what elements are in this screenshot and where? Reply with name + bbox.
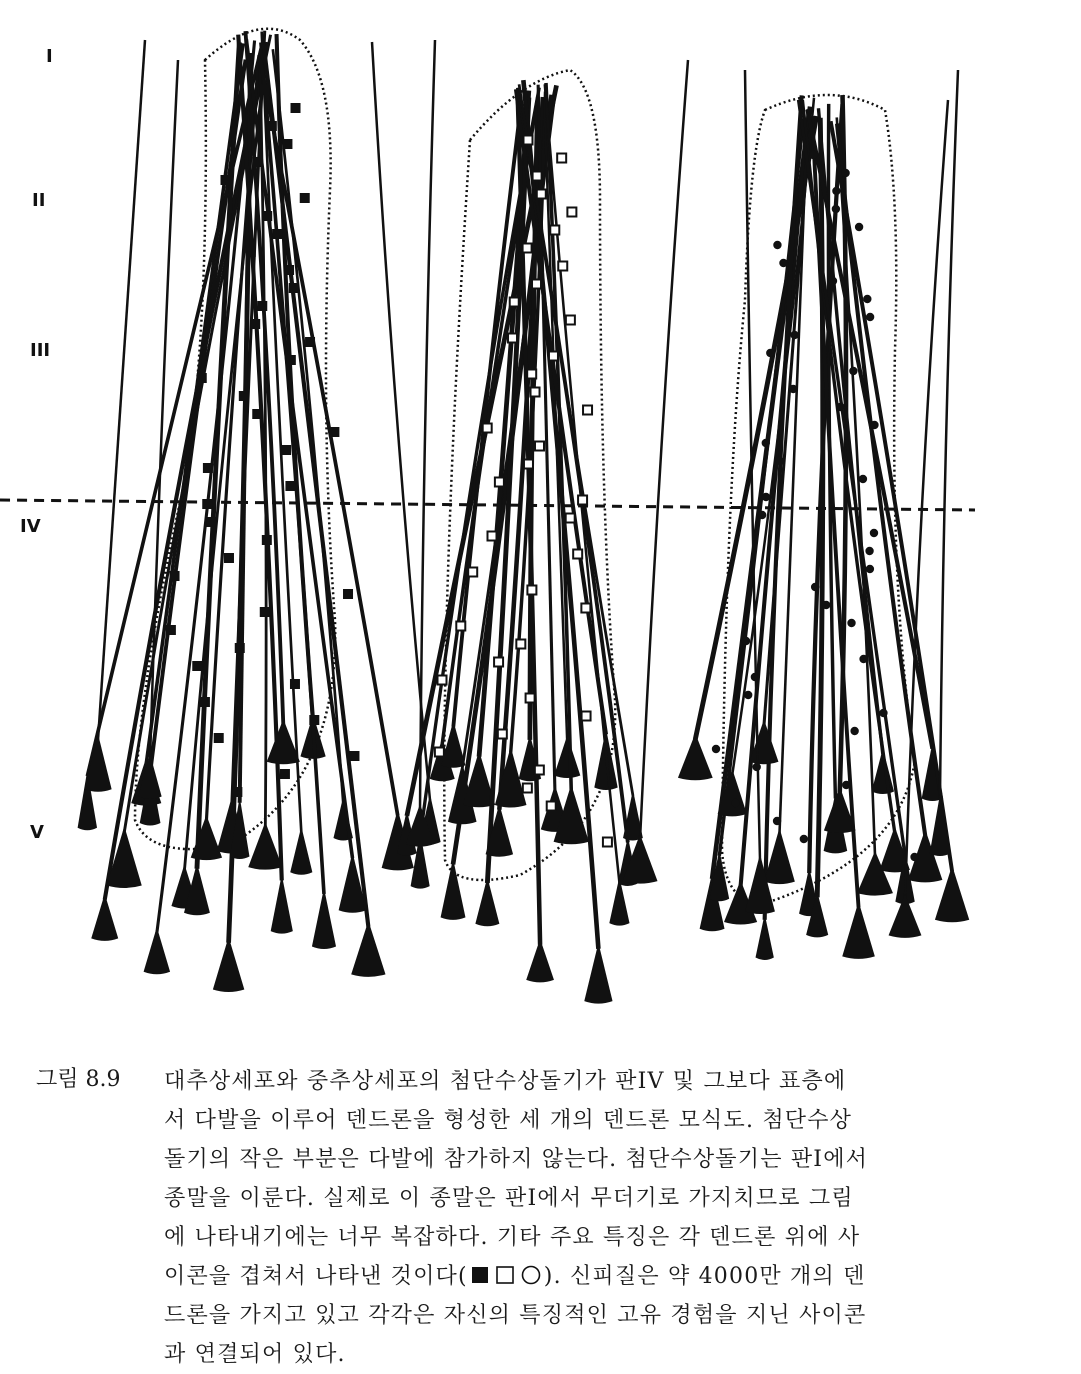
dendron-1-neuron-soma: [290, 826, 312, 874]
layer-label-i: I: [46, 46, 53, 67]
psychon-dot: [859, 655, 867, 663]
psychon-open-square: [508, 334, 517, 343]
psychon-filled-square: [280, 769, 290, 779]
psychon-dot: [744, 691, 752, 699]
dendron-2-neuron-soma: [475, 877, 499, 926]
open-circle-symbol: [520, 1265, 542, 1285]
psychon-open-square: [510, 298, 519, 307]
psychon-filled-square: [203, 463, 213, 473]
psychon-filled-square: [286, 355, 296, 365]
dendron-1-neuron-soma: [144, 927, 170, 974]
psychon-open-square: [533, 172, 542, 181]
caption-line: 서 다발을 이루어 덴드론을 형성한 세 개의 덴드론 모식도. 첨단수상: [164, 1108, 853, 1133]
caption-line: 에 나타내기에는 너무 복잡하다. 기타 주요 특징은 각 덴드론 위에 사: [164, 1225, 861, 1250]
psychon-dot: [712, 745, 720, 753]
psychon-dot: [762, 493, 770, 501]
psychon-open-square: [549, 352, 558, 361]
psychon-dot: [842, 781, 850, 789]
psychon-dot: [866, 313, 874, 321]
psychon-filled-square: [192, 661, 202, 671]
open-square-symbol: [494, 1265, 516, 1285]
psychon-filled-square: [272, 229, 282, 239]
dendron-1-neuron-soma: [91, 894, 118, 941]
psychon-open-square: [494, 658, 503, 667]
psychon-filled-square: [235, 643, 245, 653]
filled-square-symbol: [470, 1265, 490, 1285]
psychon-dot: [742, 637, 750, 645]
psychon-open-square: [603, 838, 612, 847]
psychon-open-square: [468, 568, 477, 577]
psychon-dot: [850, 727, 858, 735]
psychon-filled-square: [224, 553, 234, 563]
psychon-open-square: [526, 694, 535, 703]
caption-line: [164, 1257, 1044, 1296]
psychon-dot: [758, 511, 766, 519]
caption-line: 과 연결되어 있다.: [164, 1342, 346, 1367]
psychon-filled-square: [252, 157, 262, 167]
psychon-open-square: [516, 640, 525, 649]
solitary-neuron-soma: [930, 794, 951, 856]
layer-label-v: V: [30, 822, 44, 843]
psychon-filled-square: [166, 625, 176, 635]
psychon-dot: [832, 205, 840, 213]
psychon-dot: [829, 277, 837, 285]
psychon-dot: [870, 421, 878, 429]
psychon-dot: [859, 475, 867, 483]
psychon-filled-square: [285, 481, 295, 491]
psychon-dot: [789, 385, 797, 393]
psychon-dot: [849, 367, 857, 375]
psychon-filled-square: [309, 715, 319, 725]
psychon-dot: [731, 799, 739, 807]
solitary-neuron-dendrite: [640, 60, 688, 840]
psychon-open-square: [582, 712, 591, 721]
psychon-open-square: [523, 784, 532, 793]
psychon-dot: [773, 817, 781, 825]
psychon-filled-square: [329, 427, 339, 437]
psychon-dot: [811, 583, 819, 591]
psychon-filled-square: [239, 391, 249, 401]
psychon-open-square: [483, 424, 492, 433]
caption-line: 종말을 이룬다. 실제로 이 종말은 판I에서 무더기로 가지치므로 그림: [164, 1186, 854, 1211]
psychon-dot: [863, 295, 871, 303]
psychon-dot: [776, 457, 784, 465]
psychon-dot: [847, 619, 855, 627]
caption-body: [164, 1062, 1044, 1374]
psychon-open-square: [547, 802, 556, 811]
psychon-filled-square: [343, 589, 353, 599]
psychon-open-square: [524, 460, 533, 469]
psychon-open-square: [535, 766, 544, 775]
psychon-open-square: [567, 208, 576, 217]
psychon-open-square: [438, 676, 447, 685]
psychon-filled-square: [257, 301, 267, 311]
psychon-dot: [836, 403, 844, 411]
caption-line: 돌기의 작은 부분은 다발에 참가하지 않는다. 첨단수상돌기는 판I에서: [164, 1147, 869, 1172]
dendron-1-neuron-soma: [191, 815, 222, 860]
psychon-dot: [855, 223, 863, 231]
psychon-filled-square: [282, 139, 292, 149]
psychon-filled-square: [206, 517, 216, 527]
caption-line-part: ). 신피질은 약 4000만 개의 덴: [543, 1264, 866, 1289]
psychon-filled-square: [232, 787, 242, 797]
psychon-open-square: [498, 730, 507, 739]
psychon-filled-square: [260, 607, 270, 617]
psychon-filled-square: [290, 679, 300, 689]
psychon-dot: [773, 241, 781, 249]
caption-line: 드론을 가지고 있고 각각은 자신의 특징적인 고유 경험을 지닌 사이콘: [164, 1303, 867, 1328]
psychon-open-square: [527, 586, 536, 595]
layer-label-ii: II: [32, 190, 46, 211]
psychon-open-square: [531, 388, 540, 397]
psychon-dot: [766, 349, 774, 357]
psychon-filled-square: [197, 373, 207, 383]
layer-label-iii: III: [30, 340, 51, 361]
caption-line: 대추상세포와 중추상세포의 첨단수상돌기가 판IV 및 그보다 표층에: [164, 1069, 847, 1094]
dendron-3-neuron-soma: [678, 733, 713, 780]
psychon-dot: [809, 151, 817, 159]
dendron-3-neuron-soma: [842, 901, 875, 959]
psychon-filled-square: [252, 409, 262, 419]
psychon-open-square: [523, 244, 532, 253]
psychon-filled-square: [220, 175, 230, 185]
psychon-filled-square: [284, 265, 294, 275]
psychon-dot: [910, 853, 918, 861]
layer-label-iv: IV: [20, 516, 41, 537]
psychon-dot: [832, 187, 840, 195]
dendron-1-neuron-soma: [271, 874, 293, 933]
psychon-filled-square: [214, 733, 224, 743]
psychon-filled-square: [200, 697, 210, 707]
psychon-open-square: [537, 190, 546, 199]
dendron-1-neuron-soma: [351, 921, 385, 977]
psychon-dot: [865, 547, 873, 555]
psychon-open-square: [583, 406, 592, 415]
psychon-filled-square: [262, 535, 272, 545]
dendron-2-neuron-soma: [441, 858, 466, 919]
dendron-2-neuron-soma: [584, 943, 612, 1004]
caption-line-part: 이콘을 겹쳐서 나타낸 것이다(: [164, 1264, 468, 1289]
psychon-open-square: [435, 748, 444, 757]
psychon-dot: [800, 835, 808, 843]
psychon-open-square: [487, 532, 496, 541]
psychon-filled-square: [349, 751, 359, 761]
psychon-dot: [841, 169, 849, 177]
psychon-filled-square: [300, 193, 310, 203]
psychon-filled-square: [291, 103, 301, 113]
dendron-1-neuron-soma: [213, 937, 244, 992]
psychon-open-square: [527, 370, 536, 379]
solitary-neuron-soma: [889, 894, 922, 938]
figure-number: 그림 8.9: [36, 1067, 121, 1092]
psychon-dot: [790, 331, 798, 339]
psychon-open-square: [581, 604, 590, 613]
psychon-filled-square: [289, 283, 299, 293]
psychon-open-square: [456, 622, 465, 631]
psychon-open-square: [558, 262, 567, 271]
psychon-dot: [779, 259, 787, 267]
psychon-filled-square: [202, 499, 212, 509]
dendron-3-neuron-soma: [756, 914, 774, 960]
psychon-dot: [822, 601, 830, 609]
psychon-open-square: [550, 226, 559, 235]
psychon-open-square: [573, 550, 582, 559]
psychon-filled-square: [305, 337, 315, 347]
psychon-dot: [866, 565, 874, 573]
psychon-open-square: [578, 496, 587, 505]
psychon-open-square: [535, 442, 544, 451]
psychon-open-square: [495, 478, 504, 487]
dendron-3-neuron-soma: [764, 828, 795, 884]
solitary-neuron-soma: [84, 734, 111, 792]
dendron-2-neuron-soma: [554, 735, 580, 778]
psychon-filled-square: [250, 319, 260, 329]
psychon-open-square: [557, 154, 566, 163]
psychon-filled-square: [170, 571, 180, 581]
psychon-dot: [762, 439, 770, 447]
psychon-open-square: [566, 514, 575, 523]
psychon-open-square: [532, 280, 541, 289]
psychon-open-square: [523, 136, 532, 145]
psychon-open-square: [566, 316, 575, 325]
psychon-filled-square: [246, 247, 256, 257]
psychon-filled-square: [260, 85, 270, 95]
psychon-dot: [879, 709, 887, 717]
psychon-dot: [870, 529, 878, 537]
dendron-1-neuron-soma: [312, 888, 336, 949]
dendron-3-neuron-dendrite: [741, 123, 807, 886]
psychon-filled-square: [281, 445, 291, 455]
psychon-filled-square: [262, 211, 272, 221]
dendron-2-neuron-soma: [526, 939, 554, 983]
psychon-filled-square: [267, 121, 277, 131]
